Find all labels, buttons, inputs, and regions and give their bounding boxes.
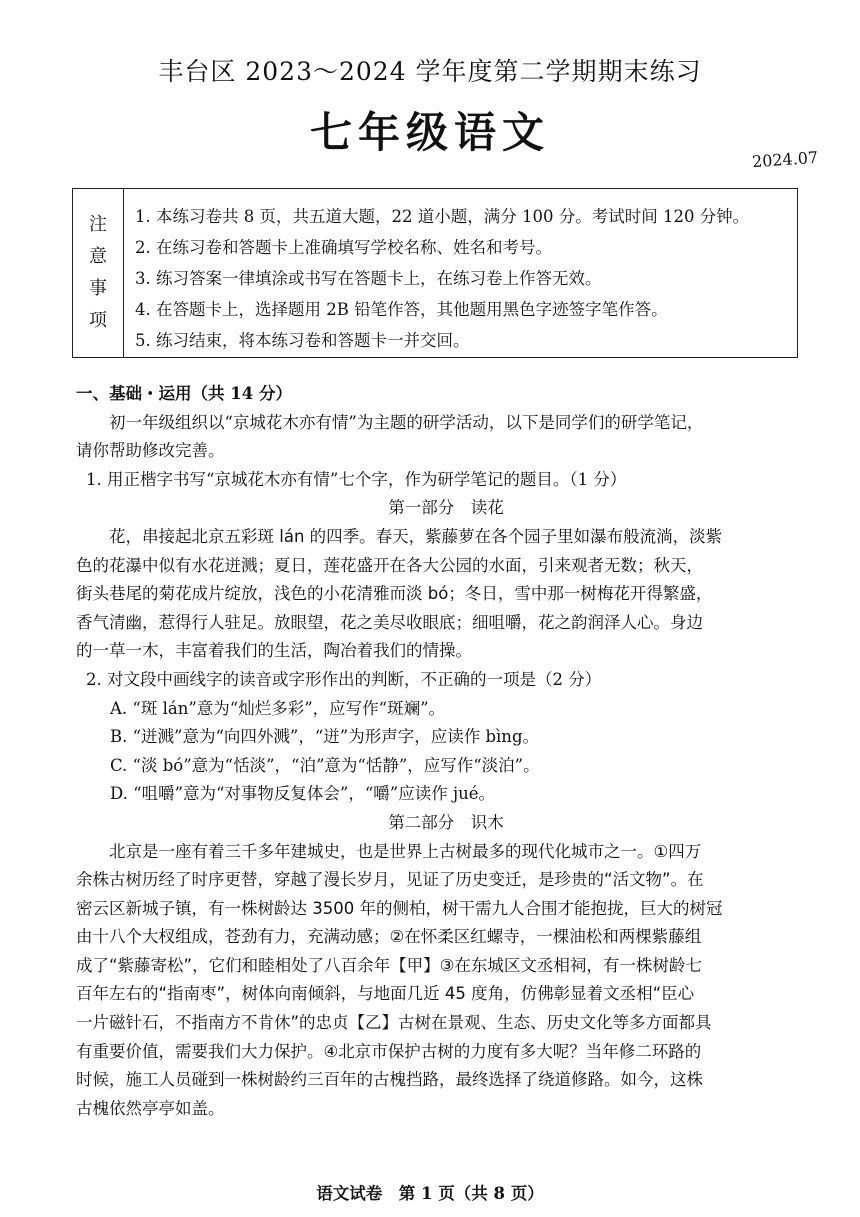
- question-1: 1. 用正楷字书写“京城花木亦有情”七个字，作为研学笔记的题目。（1 分）: [86, 469, 627, 489]
- passage-line: 由十八个大杈组成，苍劲有力，充满动感；②在怀柔区红螺寺，一棵油松和两棵紫藤组: [76, 927, 702, 947]
- notice-item: 5. 练习结束，将本练习卷和答题卡一并交回。: [135, 331, 470, 350]
- notice-label-char: 事: [89, 278, 107, 299]
- intro-line: 请你帮助修改完善。: [76, 441, 225, 461]
- passage-line: 香气清幽，惹得行人驻足。放眼望，花之美尽收眼底；细咀嚼，花之韵润泽人心。身边: [76, 612, 703, 632]
- passage-line: 余株古树历经了时序更替，穿越了漫长岁月，见证了历史变迁，是珍贵的“活文物”。在: [76, 870, 704, 890]
- option-a: A. “斑 lán”意为“灿烂多彩”，应写作“斑斓”。: [110, 698, 446, 718]
- part1-title: 第一部分 读花: [388, 498, 504, 518]
- question-2: 2. 对文段中画线字的读音或字形作出的判断，不正确的一项是（2 分）: [86, 669, 602, 689]
- page-footer: 语文试卷 第 1 页（共 8 页）: [316, 1184, 544, 1203]
- option-d: D. “咀嚼”意为“对事物反复体会”，“嚼”应读作 jué。: [110, 784, 495, 804]
- part2-title: 第二部分 识木: [388, 812, 504, 832]
- exam-header-title: 丰台区 2023～2024 学年度第二学期期末练习: [158, 57, 702, 86]
- passage-line: 有重要价值，需要我们大力保护。④北京市保护古树的力度有多大呢？当年修二环路的: [76, 1041, 702, 1061]
- subject-title: 七年级语文: [309, 108, 550, 157]
- option-b: B. “迸溅”意为“向四外溅”，“迸”为形声字，应读作 bìng。: [110, 727, 539, 747]
- passage-line: 古槐依然亭亭如盖。: [76, 1098, 225, 1118]
- passage-line: 色的花瀑中似有水花迸溅；夏日，莲花盛开在各大公园的水面，引来观者无数；秋天，: [76, 555, 703, 575]
- notice-label: [73, 189, 124, 357]
- notice-item: 3. 练习答案一律填涂或书写在答题卡上，在练习卷上作答无效。: [135, 269, 602, 288]
- passage-line: 密云区新城子镇，有一株树龄达 3500 年的侧柏，树干需九人合围才能抱拢，巨大的树冠: [76, 898, 723, 918]
- notice-item: 4. 在答题卡上，选择题用 2B 铅笔作答，其他题用黑色字迹签字笔作答。: [135, 300, 668, 319]
- section-heading: 一、基础・运用（共 14 分）: [76, 384, 292, 403]
- notice-box: [72, 188, 798, 358]
- passage-line: 成了“紫藤寄松”，它们和睦相处了八百余年【甲】③在东城区文丞相祠，有一株树龄七: [76, 955, 702, 975]
- option-c: C. “淡 bó”意为“恬淡”，“泊”意为“恬静”，应写作“淡泊”。: [110, 755, 540, 775]
- notice-list: [135, 201, 793, 356]
- passage-line: 的一草一木，丰富着我们的生活，陶冶着我们的情操。: [76, 641, 472, 661]
- passage-line: 一片磁针石，不指南方不肯休”的忠贞【乙】古树在景观、生态、历史文化等多方面都具: [76, 1013, 712, 1033]
- notice-label-char: 项: [89, 310, 107, 331]
- notice-item: 1. 本练习卷共 8 页，共五道大题，22 道小题，满分 100 分。考试时间 120 分钟。: [135, 207, 750, 226]
- passage-line: 百年左右的“指南枣”，树体向南倾斜，与地面几近 45 度角，仿佛彰显着文丞相“臣心: [76, 984, 695, 1004]
- passage-line: 北京是一座有着三千多年建城史，也是世界上古树最多的现代化城市之一。①四万: [109, 841, 702, 861]
- passage-line: 时候，施工人员碰到一株树龄约三百年的古槐挡路，最终选择了绕道修路。如今，这株: [76, 1070, 703, 1090]
- notice-label-char: 注: [89, 214, 107, 235]
- intro-line: 初一年级组织以“京城花木亦有情”为主题的研学活动，以下是同学们的研学笔记，: [109, 412, 704, 432]
- exam-date: 2024.07: [751, 147, 819, 172]
- notice-item: 2. 在练习卷和答题卡上准确填写学校名称、姓名和考号。: [135, 238, 552, 257]
- passage-line: 街头巷尾的菊花成片绽放，浅色的小花清雅而淡 bó；冬日，雪中那一树梅花开得繁盛，: [76, 584, 713, 604]
- passage-line: 花，串接起北京五彩斑 lán 的四季。春天，紫藤萝在各个园子里如瀑布般流淌，淡紫: [109, 526, 723, 546]
- notice-label-char: 意: [89, 246, 107, 267]
- section-basic-usage: [76, 380, 816, 1123]
